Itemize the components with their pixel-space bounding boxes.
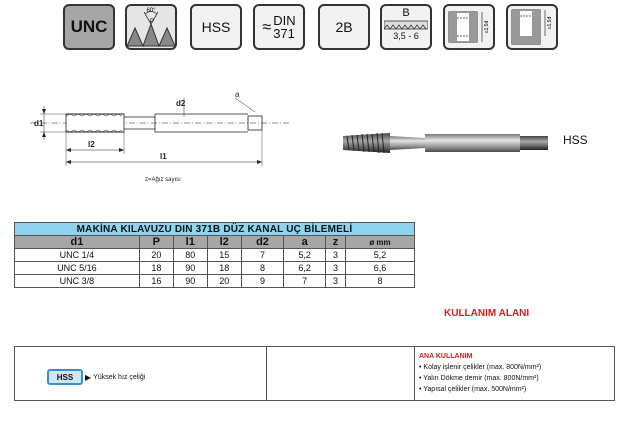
cell-l2: 15 xyxy=(207,249,241,262)
cell-p: 18 xyxy=(139,262,173,275)
din-label: DIN xyxy=(273,13,296,28)
usage-item: • Yalın Dökme demir (max. 800N/mm²) xyxy=(419,375,539,382)
header-drill-diameter: ø mm xyxy=(345,236,414,249)
cell-z: 3 xyxy=(325,262,345,275)
header-d2: d2 xyxy=(241,236,284,249)
label-l1: l1 xyxy=(160,152,167,161)
cell-size: UNC 5/16 xyxy=(15,262,140,275)
header-a: a xyxy=(284,236,326,249)
chamfer-pitch-badge xyxy=(380,4,432,50)
photo-hss-label: HSS xyxy=(563,133,588,147)
tolerance-label: 2B xyxy=(335,19,353,35)
cell-z: 3 xyxy=(325,249,345,262)
cell-d2: 9 xyxy=(241,275,284,288)
cell-drill: 8 xyxy=(345,275,414,288)
cell-z: 3 xyxy=(325,275,345,288)
c2-dim-text: ≤1,5d xyxy=(547,16,553,30)
through-hole-icon xyxy=(443,4,495,50)
c1-dim-text: ≤1,5d xyxy=(484,20,490,34)
cell-l1: 90 xyxy=(173,262,207,275)
cell-a: 7 xyxy=(284,275,326,288)
cell-drill: 6,6 xyxy=(345,262,414,275)
spec-table-header-row xyxy=(15,236,415,249)
cell-d2: 8 xyxy=(241,262,284,275)
din-badge xyxy=(253,4,305,50)
pitch-range: 3,5 - 6 xyxy=(393,31,419,41)
cell-p: 16 xyxy=(139,275,173,288)
hss-badge xyxy=(190,4,242,50)
cell-size: UNC 3/8 xyxy=(15,275,140,288)
label-l2: l2 xyxy=(88,140,95,149)
label-d2: d2 xyxy=(176,99,186,108)
blind-hole-icon xyxy=(506,4,558,50)
spec-table-title: MAKİNA KILAVUZU DIN 371B DÜZ KANAL UÇ BİLEMELİ xyxy=(15,223,415,236)
cell-l2: 18 xyxy=(207,262,241,275)
cell-l1: 90 xyxy=(173,275,207,288)
hss-badge-label: HSS xyxy=(201,19,231,35)
chamfer-icon xyxy=(384,19,428,31)
thread-p-text: P xyxy=(149,19,155,25)
header-l1: l1 xyxy=(173,236,207,249)
thread-angle-text: 60° xyxy=(146,8,156,14)
cell-drill: 5,2 xyxy=(345,249,414,262)
usage-list xyxy=(419,351,541,395)
label-a: a xyxy=(235,90,240,99)
cell-p: 20 xyxy=(139,249,173,262)
unc-badge xyxy=(63,4,115,50)
usage-item: • Kolay işlenir çelikler (max. 800N/mm²) xyxy=(419,364,542,371)
divider xyxy=(266,347,267,400)
tap-product-photo xyxy=(335,118,555,168)
table-row xyxy=(15,249,415,262)
header-p: P xyxy=(139,236,173,249)
din-number: 371 xyxy=(273,26,295,41)
hss-legend xyxy=(47,369,145,385)
cell-l2: 20 xyxy=(207,275,241,288)
cell-a: 5,2 xyxy=(284,249,326,262)
cell-size: UNC 1/4 xyxy=(15,249,140,262)
kullanim-alani-heading: KULLANIM ALANI xyxy=(444,308,530,319)
arrow-icon: ▶ xyxy=(85,372,92,382)
header-d1: d1 xyxy=(15,236,140,249)
din-approx: ≈ xyxy=(262,18,272,36)
thread-profile-icon xyxy=(125,4,177,50)
table-row xyxy=(15,275,415,288)
header-l2: l2 xyxy=(207,236,241,249)
drawing-caption: z=Ağız sayısı xyxy=(145,177,181,183)
spec-table-title-row xyxy=(15,223,415,236)
legend-usage-box xyxy=(14,346,615,401)
unc-label: UNC xyxy=(70,17,108,36)
divider xyxy=(414,347,415,400)
label-d1: d1 xyxy=(34,119,44,128)
tolerance-badge xyxy=(318,4,370,50)
cell-d2: 7 xyxy=(241,249,284,262)
table-row xyxy=(15,262,415,275)
header-z: z xyxy=(325,236,345,249)
pitch-b-label: B xyxy=(402,7,410,19)
hss-legend-text: Yüksek hız çeliği xyxy=(93,373,146,381)
cell-l1: 80 xyxy=(173,249,207,262)
cell-a: 6,2 xyxy=(284,262,326,275)
hss-legend-pill: HSS xyxy=(47,369,83,385)
usage-item: • Yapısal çelikler (max. 500N/mm²) xyxy=(419,386,527,393)
spec-table xyxy=(14,222,415,288)
usage-heading: ANA KULLANIM xyxy=(419,353,473,360)
tap-technical-drawing xyxy=(30,88,290,193)
